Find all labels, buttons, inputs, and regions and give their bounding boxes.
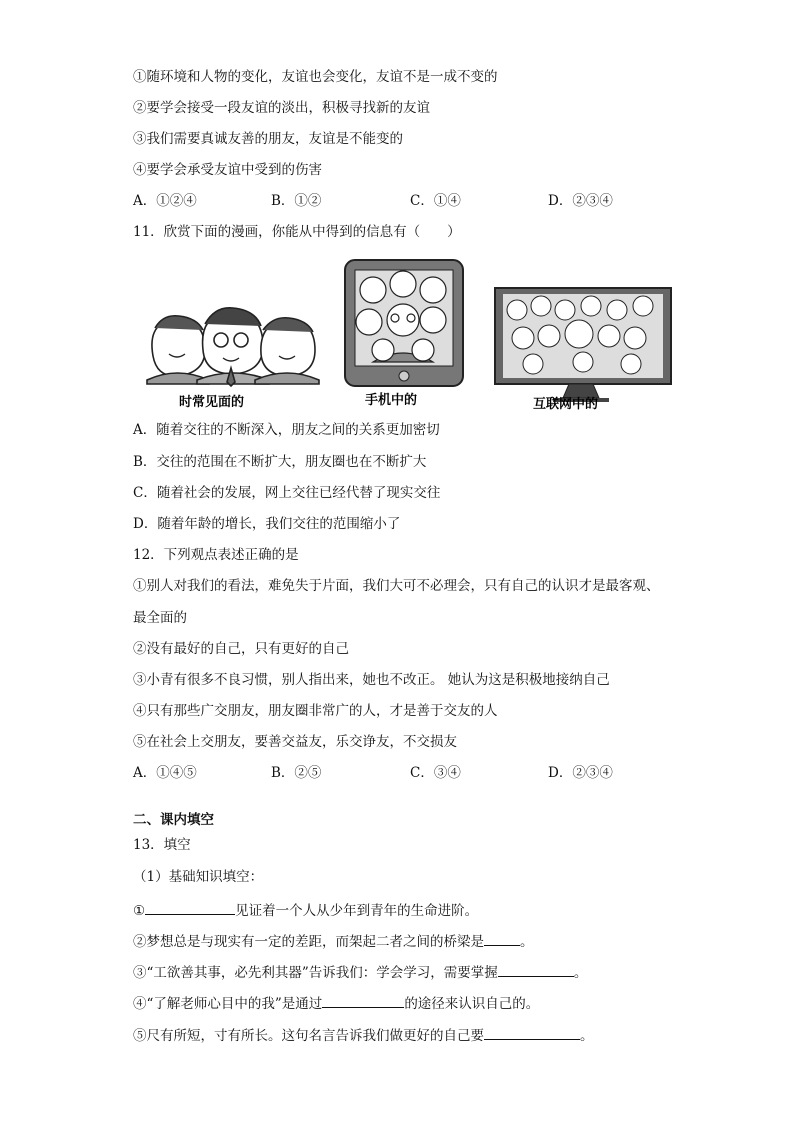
- fill-1-suffix: 见证着一个人从少年到青年的生命进阶。: [235, 903, 479, 919]
- q11-option-c: C．随着社会的发展，网上交往已经代替了现实交往: [133, 485, 441, 501]
- fill-2-blank[interactable]: [484, 931, 520, 946]
- q12-stem: 12．下列观点表述正确的是: [133, 547, 299, 563]
- q11-comic-image: [133, 258, 675, 414]
- fill-4-prefix: ④“了解老师心目中的我”是通过: [133, 996, 323, 1012]
- q11-stem: 11．欣赏下面的漫画，你能从中得到的信息有（ ）: [133, 224, 461, 240]
- fill-4-blank[interactable]: [322, 993, 404, 1008]
- q12-option-c: C．③④: [410, 765, 461, 781]
- q12-statement-3: ③小青有很多不良习惯，别人指出来，她也不改正。 她认为这是积极地接纳自己: [133, 672, 610, 688]
- q10-statement-2: ②要学会接受一段友谊的淡出，积极寻找新的友谊: [133, 100, 430, 116]
- caption-phone: 手机中的: [365, 393, 418, 408]
- q12-option-d: D．②③④: [548, 765, 613, 781]
- q10-option-a: A．①②④: [133, 193, 197, 209]
- q11-option-d: D．随着年龄的增长，我们交往的范围缩小了: [133, 516, 401, 532]
- fill-2-suffix: 。: [520, 934, 534, 950]
- q10-statement-4: ④要学会承受友谊中受到的伤害: [133, 162, 322, 178]
- fill-item-4: [133, 993, 539, 1013]
- q12-option-b: B．②⑤: [271, 765, 322, 781]
- fill-5-blank[interactable]: [484, 1025, 580, 1040]
- q10-option-c: C．①④: [410, 193, 461, 209]
- fill-item-2: [133, 931, 534, 951]
- q12-statement-1a: ①别人对我们的看法，难免失于片面，我们大可不必理会，只有自己的认识才是最客观、: [133, 578, 660, 594]
- comic-panel-internet: [495, 288, 671, 412]
- fill-1-blank[interactable]: [145, 900, 235, 915]
- comic-panel-in-person: [147, 308, 319, 410]
- fill-3-suffix: 。: [573, 965, 588, 981]
- q11-option-a: A．随着交往的不断深入，朋友之间的关系更加密切: [133, 422, 440, 438]
- q12-statement-2: ②没有最好的自己，只有更好的自己: [133, 641, 349, 657]
- comic-panel-phone: [345, 260, 463, 408]
- q12-statement-5: ⑤在社会上交朋友，要善交益友，乐交诤友，不交损友: [133, 734, 457, 750]
- fill-1-prefix: ①: [133, 903, 146, 919]
- caption-in-person: 时常见面的: [179, 395, 245, 410]
- q10-option-b: B．①②: [271, 193, 322, 209]
- q13-subpart-1: （1）基础知识填空：: [133, 869, 264, 885]
- q10-statement-1: ①随环境和人物的变化，友谊也会变化，友谊不是一成不变的: [133, 69, 498, 85]
- q11-option-b: B．交往的范围在不断扩大，朋友圈也在不断扩大: [133, 454, 427, 470]
- q10-statement-3: ③我们需要真诚友善的朋友，友谊是不能变的: [133, 131, 403, 147]
- fill-2-prefix: ②梦想总是与现实有一定的差距，而架起二者之间的桥梁是: [133, 934, 484, 950]
- fill-4-suffix: 的途径来认识自己的。: [404, 996, 540, 1012]
- q12-statement-1b: 最全面的: [133, 610, 187, 626]
- fill-item-5: [133, 1025, 594, 1045]
- q13-stem: 13．填空: [133, 837, 191, 853]
- fill-5-prefix: ⑤尺有所短，寸有所长。这句名言告诉我们做更好的自己要: [133, 1028, 484, 1044]
- section-title: 二、课内填空: [133, 812, 214, 828]
- fill-3-blank[interactable]: [498, 962, 574, 977]
- q12-option-a: A．①④⑤: [133, 765, 197, 781]
- fill-item-1: [133, 900, 478, 920]
- q12-statement-4: ④只有那些广交朋友，朋友圈非常广的人，才是善于交友的人: [133, 703, 498, 719]
- fill-item-3: [133, 962, 587, 982]
- fill-5-suffix: 。: [580, 1028, 594, 1044]
- caption-internet: 互联网中的: [533, 397, 599, 412]
- q10-option-d: D．②③④: [548, 193, 613, 209]
- fill-3-prefix: ③“工欲善其事，必先利其器”告诉我们：学会学习，需要掌握: [133, 965, 498, 981]
